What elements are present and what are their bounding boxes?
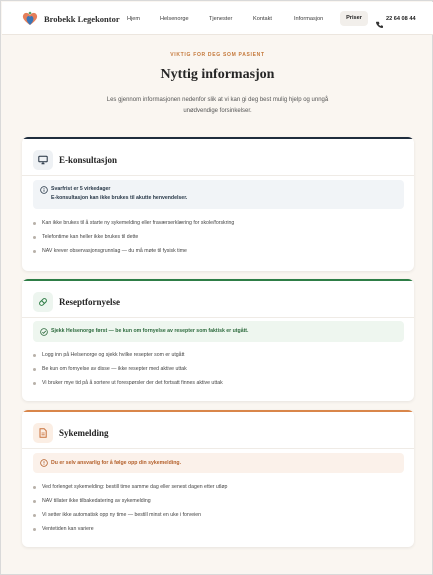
- notice-text: Du er selv ansvarlig for å følge opp din sykemelding.: [51, 459, 182, 466]
- nav-link-prices[interactable]: Priser: [340, 11, 368, 26]
- list-item: Kan ikke brukes til å starte ny sykemelding eller fraværserklæring for skole/forskring: [33, 216, 234, 230]
- card-sick-leave: [22, 410, 414, 547]
- card-accent-bar: [22, 279, 414, 281]
- intro-text: Les gjennom informasjonen nedenfor slik at vi kan gi deg best mulig hjelp og unngå unødvendige forsinkelser.: [106, 97, 329, 114]
- card-prescription-renewal: [22, 279, 414, 401]
- top-navigation: [2, 2, 433, 35]
- document-icon: [38, 428, 48, 438]
- logo-heart-icon[interactable]: [20, 10, 40, 28]
- notice-box: [33, 180, 404, 209]
- notice-text: E-konsultasjon kan ikke brukes til akutte henvendelser.: [51, 195, 188, 201]
- list-item: NAV tillater ikke tilbakedatering av sykemelding: [33, 494, 227, 508]
- nav-link-contact[interactable]: Kontakt: [253, 16, 272, 22]
- card-title: E-konsultasjon: [59, 155, 118, 165]
- info-list: [33, 480, 227, 536]
- list-item: Ventetiden kan variere: [33, 522, 227, 536]
- brand-name[interactable]: Brobekk Legekontor: [44, 14, 120, 24]
- list-item: Ved forlenget sykemelding: bestill time samme dag eller senest dagen etter utløp: [33, 480, 227, 494]
- card-divider: [22, 175, 414, 176]
- card-accent-bar: [22, 137, 414, 139]
- info-list: [33, 216, 234, 258]
- check-circle-icon: [40, 328, 48, 336]
- list-item: Telefontime kan heller ikke brukes til dette: [33, 230, 234, 244]
- notice-text: Sjekk Helsenorge først — be kun om fornyelse av resepter som faktisk er utgått.: [51, 328, 249, 334]
- card-title: Reseptfornyelse: [59, 297, 120, 307]
- alert-circle-icon: [40, 459, 48, 467]
- list-item: Logg inn på Helsenorge og sjekk hvilke resepter som er utgått: [33, 348, 223, 362]
- card-title: Sykemelding: [59, 428, 109, 438]
- card-divider: [22, 448, 414, 449]
- nav-link-helsenorge[interactable]: Helsenorge: [160, 16, 189, 22]
- page-title: Nyttig informasjon: [160, 67, 275, 82]
- card-e-consultation: [22, 137, 414, 271]
- card-icon-box: [33, 292, 53, 312]
- list-item: Be kun om fornyelse av disse — ikke resepter med aktive uttak: [33, 362, 223, 376]
- card-accent-bar: [22, 410, 414, 412]
- section-kicker: VIKTIG FOR DEG SOM PASIENT: [170, 52, 265, 58]
- nav-link-home[interactable]: Hjem: [127, 16, 141, 22]
- monitor-icon: [38, 155, 48, 165]
- info-icon: [40, 186, 48, 194]
- notice-box: [33, 321, 404, 342]
- nav-link-information[interactable]: Informasjon: [294, 16, 324, 22]
- pill-icon: [38, 297, 48, 307]
- phone-number[interactable]: 22 64 08 44: [386, 16, 416, 22]
- card-divider: [22, 317, 414, 318]
- card-icon-box: [33, 150, 53, 170]
- notice-box: [33, 453, 404, 473]
- phone-icon[interactable]: [376, 15, 383, 22]
- notice-title: Svarfrist er 5 virkedager: [51, 186, 111, 192]
- list-item: Vi setter ikke automatisk opp ny time — bestill minst en uke i forveien: [33, 508, 227, 522]
- list-item: Vi bruker mye tid på å sortere ut forespørsler der det fortsatt finnes aktive uttak: [33, 376, 223, 390]
- info-list: [33, 348, 223, 390]
- nav-link-services[interactable]: Tjenester: [209, 16, 233, 22]
- card-icon-box: [33, 423, 53, 443]
- list-item: NAV krever observasjonsgrunnlag — du må møte til fysisk time: [33, 244, 234, 258]
